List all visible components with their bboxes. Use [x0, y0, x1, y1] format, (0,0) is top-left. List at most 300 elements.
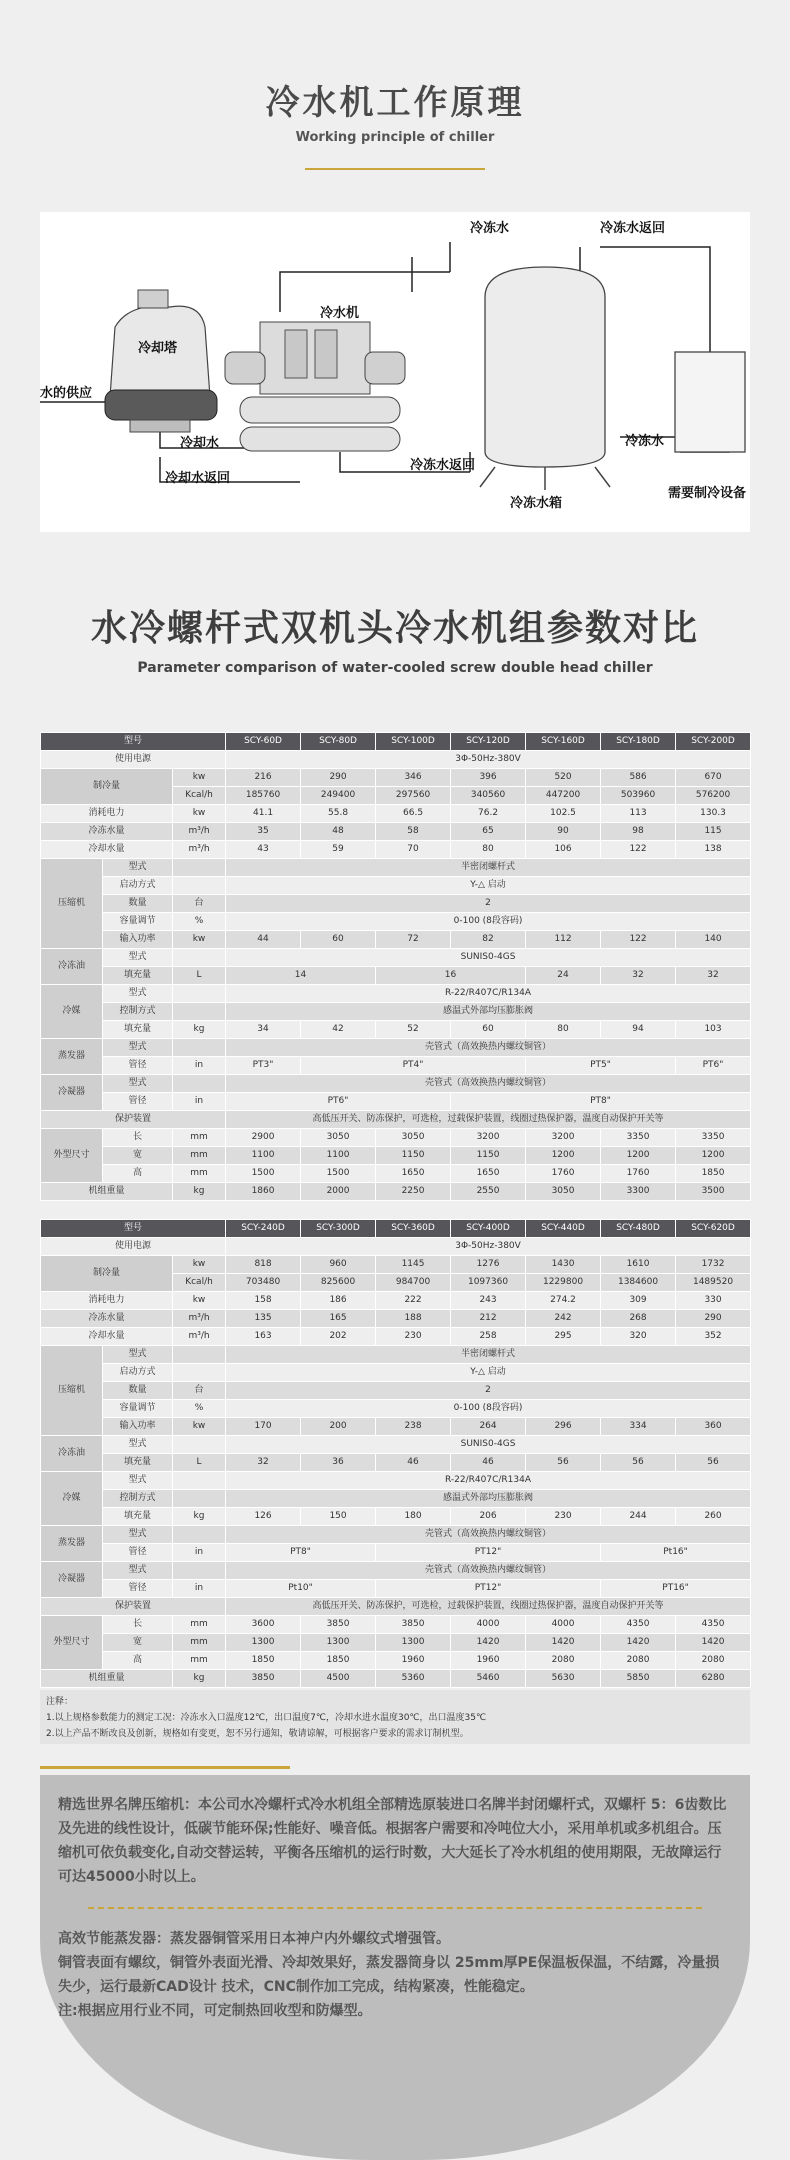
table-cell: in — [173, 1093, 226, 1111]
table-cell: R-22/R407C/R134A — [226, 1472, 751, 1490]
chiller-diagram — [40, 212, 750, 532]
label-cooling-tower: 冷却塔 — [138, 341, 178, 356]
table-cell: 使用电源 — [41, 751, 226, 769]
table-cell: 1200 — [526, 1147, 601, 1165]
table-cell: 管径 — [103, 1093, 173, 1111]
table-cell: 高 — [103, 1165, 173, 1183]
dashed-divider — [88, 1907, 702, 1909]
table-cell: 制冷量 — [41, 769, 173, 805]
table-cell: 346 — [376, 769, 451, 787]
table-cell: 1150 — [451, 1147, 526, 1165]
params-subtitle: Parameter comparison of water-cooled screw double head chiller — [137, 660, 653, 676]
table-cell: 冷凝器 — [41, 1562, 103, 1598]
table-cell: 43 — [226, 841, 301, 859]
table-header-cell: SCY-60D — [226, 733, 301, 751]
table-row — [41, 1526, 751, 1544]
table-cell: 1200 — [601, 1147, 676, 1165]
table-header-cell: SCY-80D — [301, 733, 376, 751]
table-cell: 447200 — [526, 787, 601, 805]
table-cell: 230 — [526, 1508, 601, 1526]
table-cell: 65 — [451, 823, 526, 841]
feature-evaporator: 高效节能蒸发器：蒸发器铜管采用日本神户内外螺纹式增强管。 — [58, 1931, 450, 1947]
table-cell: 32 — [226, 1454, 301, 1472]
table-cell: 206 — [451, 1508, 526, 1526]
table-cell: 冷冻水量 — [41, 823, 173, 841]
table-cell: 1489520 — [676, 1274, 751, 1292]
table-cell: 冷凝器 — [41, 1075, 103, 1111]
table-cell: 1430 — [526, 1256, 601, 1274]
table-cell — [173, 1490, 226, 1508]
table-row — [41, 1310, 751, 1328]
table-row — [41, 1165, 751, 1183]
table-cell: 壳管式（高效换热内螺纹铜管） — [226, 1526, 751, 1544]
table-cell: 24 — [526, 967, 601, 985]
label-water-supply: 水的供应 — [40, 386, 93, 401]
table-header-cell: SCY-400D — [451, 1220, 526, 1238]
table-cell: 消耗电力 — [41, 805, 173, 823]
table-cell: 290 — [301, 769, 376, 787]
table-cell: 冷媒 — [41, 985, 103, 1039]
table-cell: mm — [173, 1147, 226, 1165]
table-cell: 222 — [376, 1292, 451, 1310]
table-row — [41, 769, 751, 787]
gold-divider — [305, 168, 485, 170]
params-table-1 — [40, 732, 751, 1201]
table-cell: 1850 — [301, 1652, 376, 1670]
table-cell: 1100 — [301, 1147, 376, 1165]
label-chilled-water-right: 冷冻水 — [625, 434, 665, 449]
table-cell: 5850 — [601, 1670, 676, 1688]
table-cell: PT8" — [226, 1544, 376, 1562]
table-cell — [173, 877, 226, 895]
table-cell: 外型尺寸 — [41, 1616, 103, 1670]
table-cell: kg — [173, 1183, 226, 1201]
table-cell: 高低压开关、防冻保护，可选检，过载保护装置，线圈过热保护器，温度自动保护开关等 — [226, 1111, 751, 1129]
table-cell: 243 — [451, 1292, 526, 1310]
table-cell: 66.5 — [376, 805, 451, 823]
table-header-cell: SCY-120D — [451, 733, 526, 751]
table-cell: Kcal/h — [173, 1274, 226, 1292]
table-cell: 填充量 — [103, 1021, 173, 1039]
table-cell: 0-100 (8段容码) — [226, 913, 751, 931]
table-cell: mm — [173, 1652, 226, 1670]
table-cell: 340560 — [451, 787, 526, 805]
table-cell: 3300 — [601, 1183, 676, 1201]
table-cell: 高低压开关、防冻保护，可选检，过载保护装置，线圈过热保护器，温度自动保护开关等 — [226, 1598, 751, 1616]
table-row — [41, 877, 751, 895]
table-cell: 管径 — [103, 1580, 173, 1598]
table-row — [41, 1238, 751, 1256]
table-row — [41, 1328, 751, 1346]
table-row — [41, 751, 751, 769]
table-cell: 202 — [301, 1328, 376, 1346]
table-cell: 保护装置 — [41, 1598, 226, 1616]
table-cell: Pt10" — [226, 1580, 376, 1598]
table-cell: SUNIS0-4GS — [226, 949, 751, 967]
table-cell: 320 — [601, 1328, 676, 1346]
table-row — [41, 1508, 751, 1526]
table-cell: 309 — [601, 1292, 676, 1310]
table-cell: 80 — [526, 1021, 601, 1039]
label-chiller: 冷水机 — [320, 306, 360, 321]
table-cell: SUNIS0-4GS — [226, 1436, 751, 1454]
table-cell: m³/h — [173, 1310, 226, 1328]
table-row — [41, 1400, 751, 1418]
feature-evaporator-detail: 铜管表面有螺纹，铜管外表面光滑、冷却效果好，蒸发器筒身以 25mm厚PE保温板保温，不结露，冷量损失少，运行最新CAD设计 技术，CNC制作加工完成，结构紧凑，性能稳定。 — [58, 1955, 720, 1995]
table-cell: 壳管式（高效换热内螺纹铜管） — [226, 1562, 751, 1580]
notes-title: 注释： — [46, 1697, 74, 1707]
table-cell: 334 — [601, 1418, 676, 1436]
table-cell: 112 — [526, 931, 601, 949]
table-cell: 80 — [451, 841, 526, 859]
table-cell: 36 — [301, 1454, 376, 1472]
table-cell: 295 — [526, 1328, 601, 1346]
table-cell: 1860 — [226, 1183, 301, 1201]
table-cell: 数量 — [103, 895, 173, 913]
table-cell: 249400 — [301, 787, 376, 805]
features-panel — [40, 1775, 750, 2160]
table-row — [41, 949, 751, 967]
table-cell: mm — [173, 1165, 226, 1183]
table-cell: 控制方式 — [103, 1490, 173, 1508]
table-row — [41, 1580, 751, 1598]
table-cell: 16 — [376, 967, 526, 985]
table-cell: 297560 — [376, 787, 451, 805]
table-cell: % — [173, 913, 226, 931]
table-cell: in — [173, 1544, 226, 1562]
table-cell: mm — [173, 1634, 226, 1652]
table-cell: 冷却水量 — [41, 841, 173, 859]
table-cell: PT6" — [676, 1057, 751, 1075]
table-row — [41, 1183, 751, 1201]
table-row — [41, 1598, 751, 1616]
table-cell: 360 — [676, 1418, 751, 1436]
table-cell: 56 — [526, 1454, 601, 1472]
table-cell: 158 — [226, 1292, 301, 1310]
table-cell: m³/h — [173, 823, 226, 841]
table-cell: 保护装置 — [41, 1111, 226, 1129]
table-cell: m³/h — [173, 1328, 226, 1346]
table-cell: 1150 — [376, 1147, 451, 1165]
table-cell: 5460 — [451, 1670, 526, 1688]
table-row — [41, 967, 751, 985]
label-chilled-water-return-bottom: 冷冻水返回 — [410, 458, 476, 473]
table-cell: PT5" — [526, 1057, 676, 1075]
table-cell: 244 — [601, 1508, 676, 1526]
table-cell: 46 — [451, 1454, 526, 1472]
table-row — [41, 1093, 751, 1111]
table-cell: 396 — [451, 769, 526, 787]
table-cell: kw — [173, 769, 226, 787]
chiller-graphic — [225, 322, 405, 451]
table-cell: Pt16" — [601, 1544, 751, 1562]
table-cell: 55.8 — [301, 805, 376, 823]
table-cell: 型式 — [103, 985, 173, 1003]
table-cell — [173, 985, 226, 1003]
table-cell: 填充量 — [103, 967, 173, 985]
table-cell: 94 — [601, 1021, 676, 1039]
table-cell: kw — [173, 1292, 226, 1310]
table-cell: 1300 — [301, 1634, 376, 1652]
table-cell: 容量调节 — [103, 1400, 173, 1418]
table-cell: 型式 — [103, 1039, 173, 1057]
table-cell: kw — [173, 931, 226, 949]
table-row — [41, 1256, 751, 1274]
table-row — [41, 1490, 751, 1508]
table-cell: in — [173, 1057, 226, 1075]
table-row — [41, 1075, 751, 1093]
table-row — [41, 1129, 751, 1147]
table-header-cell: SCY-480D — [601, 1220, 676, 1238]
table-cell: 70 — [376, 841, 451, 859]
table-cell: 32 — [676, 967, 751, 985]
table-cell: 130.3 — [676, 805, 751, 823]
table-row — [41, 895, 751, 913]
table-cell: 3050 — [376, 1129, 451, 1147]
table-cell: 2 — [226, 1382, 751, 1400]
table-cell: 冷冻油 — [41, 1436, 103, 1472]
table-row — [41, 805, 751, 823]
table-cell: 242 — [526, 1310, 601, 1328]
table-cell: 238 — [376, 1418, 451, 1436]
table-cell: 140 — [676, 931, 751, 949]
table-cell: 冷却水量 — [41, 1328, 173, 1346]
table-cell: PT16" — [601, 1580, 751, 1598]
table-cell: 34 — [226, 1021, 301, 1039]
table-cell: 高 — [103, 1652, 173, 1670]
table-cell: 960 — [301, 1256, 376, 1274]
table-header-cell: SCY-620D — [676, 1220, 751, 1238]
table-row — [41, 1436, 751, 1454]
table-cell: 56 — [676, 1454, 751, 1472]
table-header-cell: SCY-200D — [676, 733, 751, 751]
table-cell: PT6" — [226, 1093, 451, 1111]
table-cell: 115 — [676, 823, 751, 841]
table-cell: 3850 — [226, 1670, 301, 1688]
table-row — [41, 1382, 751, 1400]
table-cell: 3050 — [526, 1183, 601, 1201]
table-cell: 212 — [451, 1310, 526, 1328]
table-cell: 82 — [451, 931, 526, 949]
table-cell: 半密闭螺杆式 — [226, 1346, 751, 1364]
table-cell: kg — [173, 1021, 226, 1039]
table-cell: 98 — [601, 823, 676, 841]
params-title: 水冷螺杆式双机头冷水机组参数对比 — [90, 608, 699, 649]
table-cell: 290 — [676, 1310, 751, 1328]
table-row — [41, 1147, 751, 1165]
table-cell: 启动方式 — [103, 1364, 173, 1382]
table-cell: kw — [173, 1418, 226, 1436]
table-row — [41, 1418, 751, 1436]
table-cell: 台 — [173, 1382, 226, 1400]
table-cell: 72 — [376, 931, 451, 949]
table-cell: 6280 — [676, 1670, 751, 1688]
table-cell: L — [173, 967, 226, 985]
table-cell: 165 — [301, 1310, 376, 1328]
table-cell: 102.5 — [526, 805, 601, 823]
table-cell: 冷冻水量 — [41, 1310, 173, 1328]
table-cell: 4350 — [676, 1616, 751, 1634]
table-cell: 1300 — [226, 1634, 301, 1652]
table-cell: 机组重量 — [41, 1183, 173, 1201]
table-cell: 5360 — [376, 1670, 451, 1688]
table-cell: 185760 — [226, 787, 301, 805]
table-cell: 4000 — [451, 1616, 526, 1634]
table-cell: 14 — [226, 967, 376, 985]
table-cell: 170 — [226, 1418, 301, 1436]
table-cell: 压缩机 — [41, 1346, 103, 1436]
table-cell: Y-△ 启动 — [226, 877, 751, 895]
label-chilled-water-tank: 冷冻水箱 — [510, 496, 563, 511]
table-row — [41, 1039, 751, 1057]
label-cooling-water-return: 冷却水返回 — [165, 471, 231, 486]
table-row — [41, 1670, 751, 1688]
table-cell: m³/h — [173, 841, 226, 859]
table-cell: 188 — [376, 1310, 451, 1328]
table-cell: 1420 — [451, 1634, 526, 1652]
table-cell: 4500 — [301, 1670, 376, 1688]
table-cell: 825600 — [301, 1274, 376, 1292]
table-cell: 258 — [451, 1328, 526, 1346]
table-cell: 型式 — [103, 949, 173, 967]
table-cell: 型式 — [103, 859, 173, 877]
table-cell: 长 — [103, 1129, 173, 1147]
table-header-cell: SCY-440D — [526, 1220, 601, 1238]
table-cell — [173, 1526, 226, 1544]
table-row — [41, 1364, 751, 1382]
table-cell: 3200 — [451, 1129, 526, 1147]
table-cell: mm — [173, 1129, 226, 1147]
table-cell: 163 — [226, 1328, 301, 1346]
table-cell: 冷媒 — [41, 1472, 103, 1526]
table-cell: 984700 — [376, 1274, 451, 1292]
table-cell: PT12" — [376, 1544, 601, 1562]
cooling-tower-graphic — [105, 290, 217, 432]
table-cell: 186 — [301, 1292, 376, 1310]
table-cell: 1732 — [676, 1256, 751, 1274]
table-cell: 2900 — [226, 1129, 301, 1147]
table-cell: 2000 — [301, 1183, 376, 1201]
table-cell: 90 — [526, 823, 601, 841]
table-cell: 数量 — [103, 1382, 173, 1400]
table-cell: 型式 — [103, 1562, 173, 1580]
gold-divider-2 — [40, 1766, 290, 1769]
table-cell — [173, 859, 226, 877]
table-cell: 2080 — [526, 1652, 601, 1670]
table-cell: 3850 — [376, 1616, 451, 1634]
table-cell: 蒸发器 — [41, 1526, 103, 1562]
table-cell: 2080 — [676, 1652, 751, 1670]
table-cell: 消耗电力 — [41, 1292, 173, 1310]
table-cell — [173, 1436, 226, 1454]
table-cell: 106 — [526, 841, 601, 859]
table-row — [41, 823, 751, 841]
table-cell — [173, 1075, 226, 1093]
water-tank-graphic — [480, 267, 610, 490]
table-cell: 42 — [301, 1021, 376, 1039]
table-cell: kg — [173, 1670, 226, 1688]
table-cell: 138 — [676, 841, 751, 859]
table-cell — [173, 1472, 226, 1490]
table-cell: 200 — [301, 1418, 376, 1436]
table-cell: 216 — [226, 769, 301, 787]
table-row — [41, 1616, 751, 1634]
table-cell: 3Φ-50Hz-380V — [226, 751, 751, 769]
table-cell: 1850 — [226, 1652, 301, 1670]
label-cooling-equipment: 需要制冷设备 — [668, 486, 747, 501]
table-cell: 180 — [376, 1508, 451, 1526]
table-header-cell: SCY-360D — [376, 1220, 451, 1238]
table-cell: 352 — [676, 1328, 751, 1346]
table-cell: 型式 — [103, 1436, 173, 1454]
table-cell: 1500 — [226, 1165, 301, 1183]
notes-line-1: 1.以上规格参数能力的测定工况：冷冻水入口温度12℃，出口温度7℃，冷却水进水温度30℃，出口温度35℃ — [46, 1713, 487, 1723]
table-cell: 2080 — [601, 1652, 676, 1670]
table-cell: 520 — [526, 769, 601, 787]
table-cell — [173, 1364, 226, 1382]
table-row — [41, 1472, 751, 1490]
table-cell: 外型尺寸 — [41, 1129, 103, 1183]
table-cell — [173, 1562, 226, 1580]
table-cell: 型式 — [103, 1472, 173, 1490]
table-cell: R-22/R407C/R134A — [226, 985, 751, 1003]
table-cell: 壳管式（高效换热内螺纹铜管） — [226, 1039, 751, 1057]
table-cell: 260 — [676, 1508, 751, 1526]
table-cell: 管径 — [103, 1544, 173, 1562]
table-header-row — [41, 1220, 751, 1238]
table-row — [41, 1454, 751, 1472]
table-cell: 703480 — [226, 1274, 301, 1292]
table-cell: Kcal/h — [173, 787, 226, 805]
table-cell: kw — [173, 1256, 226, 1274]
table-cell: 150 — [301, 1508, 376, 1526]
table-cell: 长 — [103, 1616, 173, 1634]
table-header-cell: SCY-180D — [601, 733, 676, 751]
table-cell: 1200 — [676, 1147, 751, 1165]
table-cell: 填充量 — [103, 1454, 173, 1472]
table-cell: 3500 — [676, 1183, 751, 1201]
table-cell: 管径 — [103, 1057, 173, 1075]
table-cell: PT12" — [376, 1580, 601, 1598]
table-cell: 5630 — [526, 1670, 601, 1688]
table-cell: L — [173, 1454, 226, 1472]
table-cell: 1960 — [376, 1652, 451, 1670]
table-row — [41, 1057, 751, 1075]
table-cell: 268 — [601, 1310, 676, 1328]
table-cell: 1760 — [526, 1165, 601, 1183]
table-cell: 76.2 — [451, 805, 526, 823]
label-chilled-water-return-top: 冷冻水返回 — [600, 221, 666, 236]
table-row — [41, 985, 751, 1003]
table-cell: PT4" — [301, 1057, 526, 1075]
table-cell: 113 — [601, 805, 676, 823]
table-header-cell: SCY-240D — [226, 1220, 301, 1238]
table-cell: 宽 — [103, 1634, 173, 1652]
table-cell: 3Φ-50Hz-380V — [226, 1238, 751, 1256]
table-cell: 59 — [301, 841, 376, 859]
table-cell: 3350 — [601, 1129, 676, 1147]
table-cell: 576200 — [676, 787, 751, 805]
equipment-box — [675, 352, 745, 452]
table-cell: 2550 — [451, 1183, 526, 1201]
table-cell: 型式 — [103, 1075, 173, 1093]
table-cell: 制冷量 — [41, 1256, 173, 1292]
table-cell: kw — [173, 805, 226, 823]
table-cell: 4000 — [526, 1616, 601, 1634]
table-row — [41, 1292, 751, 1310]
table-cell: 启动方式 — [103, 877, 173, 895]
table-cell: 274.2 — [526, 1292, 601, 1310]
